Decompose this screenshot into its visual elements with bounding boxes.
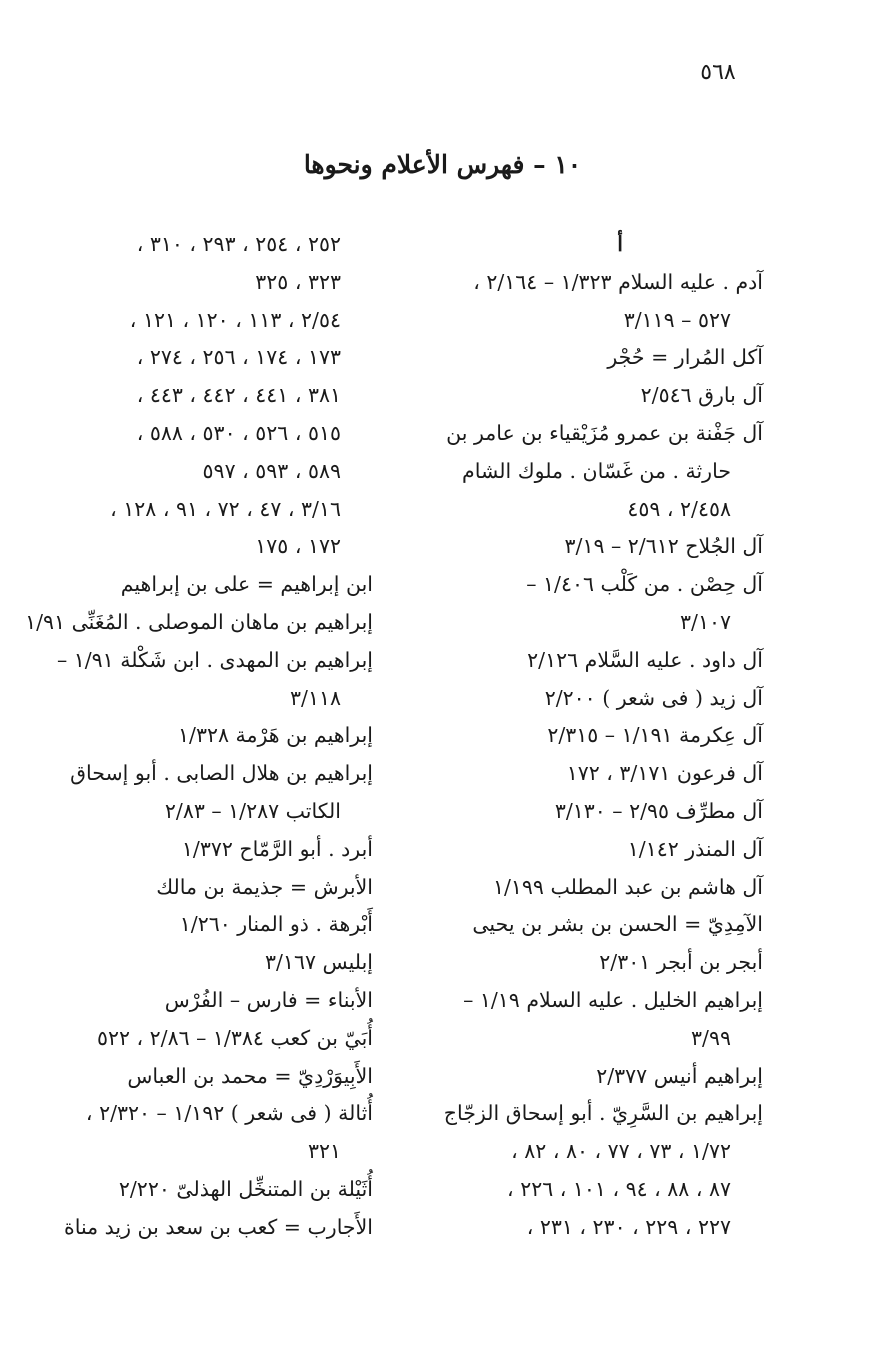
index-entry: أَبْرهة . ذو المنار ١/٢٦٠: [179, 912, 373, 937]
index-entry: إبراهيم بن السَّرِيّ . أبو إسحاق الزجّاج: [443, 1101, 763, 1126]
index-entry-continuation: ٣/٩٩: [691, 1025, 731, 1050]
index-entry: آل حِصْن . من كَلْب ١/٤٠٦ –: [526, 572, 763, 597]
page-number: ٥٦٨: [700, 60, 736, 85]
index-entry-continuation: ٢/٥٤ ، ١١٣ ، ١٢٠ ، ١٢١ ،: [129, 307, 341, 332]
index-entry-continuation: ٢٢٧ ، ٢٢٩ ، ٢٣٠ ، ٢٣١ ،: [526, 1214, 731, 1239]
index-entry: إبراهيم بن المهدى . ابن شَكْلة ١/٩١ –: [56, 647, 373, 672]
index-entry: إبليس ٣/١٦٧: [265, 950, 373, 975]
index-entry: الآمِدِيّ = الحسن بن بشر بن يحيى: [472, 912, 763, 937]
index-entry-continuation: ٣٢١: [307, 1139, 341, 1164]
index-entry: ابن إبراهيم = على بن إبراهيم: [120, 572, 373, 597]
index-entry-continuation: ٢/٤٥٨ ، ٤٥٩: [627, 496, 731, 521]
index-entry: أُبَيّ بن كعب ١/٣٨٤ – ٢/٨٦ ، ٥٢٢: [96, 1025, 373, 1050]
index-entry-continuation: ٢٥٢ ، ٢٥٤ ، ٢٩٣ ، ٣١٠ ،: [136, 232, 341, 256]
index-column-left: [25, 226, 373, 1247]
index-entry: آل مطرِّف ٢/٩٥ – ٣/١٣٠: [554, 798, 763, 823]
index-entry: الأَبِيوَرْدِيّ = محمد بن العباس: [127, 1063, 373, 1088]
index-entry-continuation: ٨٧ ، ٨٨ ، ٩٤ ، ١٠١ ، ٢٢٦ ،: [507, 1176, 731, 1201]
index-entry-continuation: ٣٢٣ ، ٣٢٥: [255, 269, 341, 294]
index-entry-continuation: ٥٢٧ – ٣/١١٩: [623, 307, 731, 332]
index-entry: إبراهيم بن هلال الصابى . أبو إسحاق: [70, 761, 373, 786]
index-entry: إبراهيم الخليل . عليه السلام ١/١٩ –: [463, 987, 763, 1012]
index-entry: أُثَيْلة بن المتنخِّل الهذلىّ ٢/٢٢٠: [118, 1176, 373, 1201]
index-entry-continuation: ٣٨١ ، ٤٤١ ، ٤٤٢ ، ٤٤٣ ،: [136, 383, 341, 408]
page-title: ١٠ – فهرس الأعلام ونحوها: [303, 150, 582, 179]
index-entry: إبراهيم أنيس ٢/٣٧٧: [596, 1063, 763, 1088]
index-entry: إبراهيم بن هَرْمة ١/٣٢٨: [178, 723, 373, 748]
index-entry: آل الجُلاح ٢/٦١٢ – ٣/١٩: [564, 534, 763, 559]
index-entry: إبراهيم بن ماهان الموصلى . المُغَنِّى ١/٩١: [25, 609, 373, 634]
index-entry: أُثالة ( فى شعر ) ١/١٩٢ – ٢/٣٢٠ ،: [85, 1101, 373, 1126]
index-entry: آل داود . عليه السَّلام ٢/١٢٦: [527, 647, 763, 672]
index-entry-continuation: ٣/١١٨: [290, 685, 341, 710]
index-entry-continuation: الكاتب ١/٢٨٧ – ٢/٨٣: [164, 798, 341, 823]
index-entry-continuation: ٣/١٦ ، ٤٧ ، ٧٢ ، ٩١ ، ١٢٨ ،: [110, 496, 341, 521]
index-entry: آل فرعون ٣/١٧١ ، ١٧٢: [566, 761, 763, 786]
index-entry: الأبناء = فارس – الفُرْس: [164, 987, 373, 1012]
index-entry-continuation: حارثة . من غَسّان . ملوك الشام: [462, 458, 731, 483]
index-entry: الأبرش = جذيمة بن مالك: [156, 874, 373, 899]
index-entry: آل هاشم بن عبد المطلب ١/١٩٩: [492, 874, 763, 899]
index-column-right: [433, 226, 763, 1247]
index-entry-continuation: ١/٧٢ ، ٧٣ ، ٧٧ ، ٨٠ ، ٨٢ ،: [511, 1139, 731, 1164]
index-entry: آدم . عليه السلام ١/٣٢٣ – ٢/١٦٤ ،: [473, 269, 763, 294]
index-entry: آل زيد ( فى شعر ) ٢/٢٠٠: [544, 685, 763, 710]
index-entry-continuation: ١٧٢ ، ١٧٥: [255, 534, 341, 559]
index-entry: آكل المُرار = حُجْر: [607, 345, 763, 370]
index-entry: آل المنذر ١/١٤٢: [627, 836, 763, 861]
index-entry-continuation: ٥٨٩ ، ٥٩٣ ، ٥٩٧: [202, 458, 341, 483]
index-entry: آل جَفْنة بن عمرو مُزَيْقياء بن عامر بن: [446, 420, 763, 445]
index-entry-continuation: ٣/١٠٧: [680, 609, 731, 634]
index-entry: أبجر بن أبجر ٢/٣٠١: [599, 950, 763, 975]
index-entry: الأَجارب = كعب بن سعد بن زيد مناة: [63, 1214, 373, 1239]
index-entry: أبرد . أبو الرَّمّاح ١/٣٧٢: [181, 836, 373, 861]
index-entry: آل عِكرمة ١/١٩١ – ٢/٣١٥: [547, 723, 763, 748]
index-entry-continuation: ٥١٥ ، ٥٢٦ ، ٥٣٠ ، ٥٨٨ ،: [136, 420, 341, 445]
index-entry-continuation: ١٧٣ ، ١٧٤ ، ٢٥٦ ، ٢٧٤ ،: [136, 345, 341, 370]
index-entry: آل بارق ٢/٥٤٦: [640, 383, 763, 408]
index-letter-heading: أ: [617, 232, 623, 256]
